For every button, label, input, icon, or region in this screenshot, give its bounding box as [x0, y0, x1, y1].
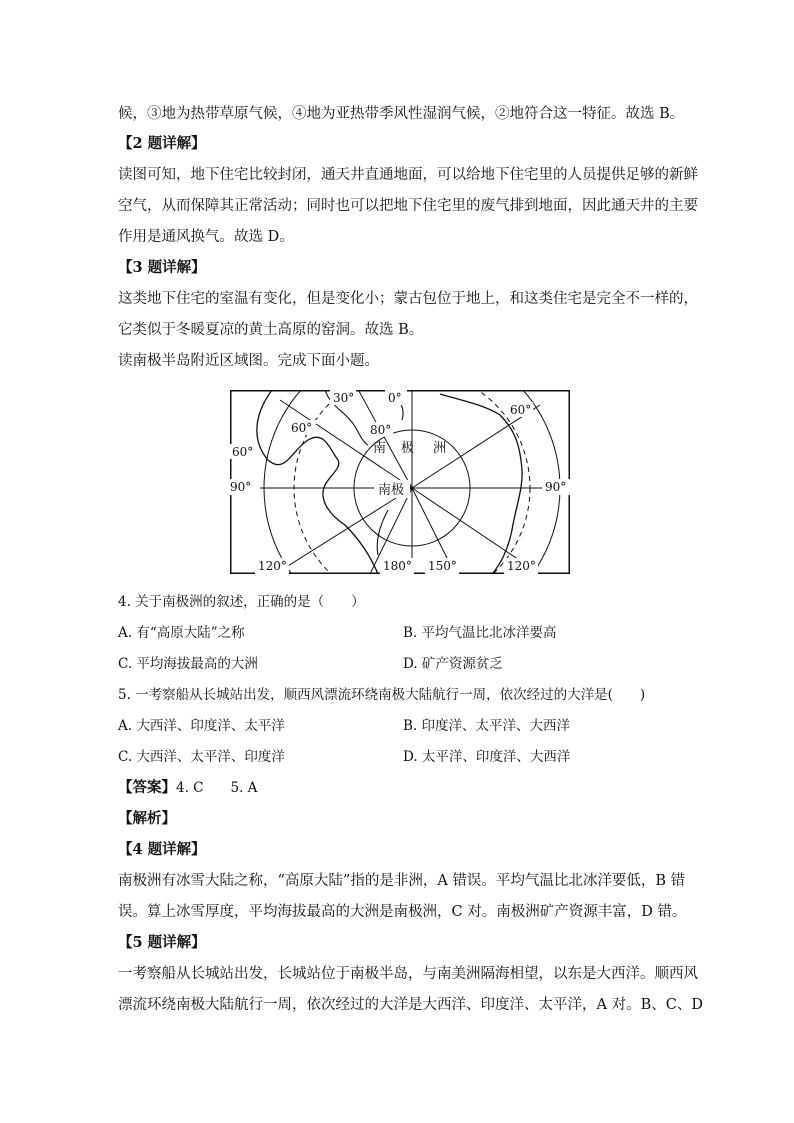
- paragraph-line: 误。算上冰雪厚度，平均海拔最高的大洲是南极洲，C 对。南极洲矿产资源丰富，D 错。: [118, 904, 687, 920]
- paragraph-line: 南极洲有冰雪大陆之称，“高原大陆”指的是非洲，A 错误。平均气温比北冰洋要低，B 错: [118, 873, 686, 889]
- answer-label: 【答案】: [118, 779, 176, 796]
- answer-value: 4. C 5. A: [176, 780, 258, 796]
- section-heading-4: 【4 题详解】: [118, 841, 206, 858]
- option-4c: C. 平均海拔最高的大洲: [118, 656, 258, 672]
- paragraph-line: 这类地下住宅的室温有变化，但是变化小；蒙古包位于地上，和这类住宅是完全不一样的，: [118, 291, 698, 307]
- paragraph-line: 作用是通风换气。故选 D。: [118, 229, 294, 245]
- section-heading-5: 【5 题详解】: [118, 934, 206, 951]
- question-intro: 读南极半岛附近区域图。完成下面小题。: [118, 353, 379, 369]
- label-0: 0°: [388, 391, 402, 405]
- paragraph-line: 空气，从而保障其正常活动；同时也可以把地下住宅里的废气排到地面，因此通天井的主要: [118, 198, 698, 214]
- label-120-east: 120°: [507, 559, 536, 573]
- label-60-inner: 60°: [291, 421, 313, 435]
- section-heading-3: 【3 题详解】: [118, 259, 206, 276]
- label-120-west: 120°: [258, 559, 287, 573]
- paragraph-line: 读图可知，地下住宅比较封闭，通天井直通地面，可以给地下住宅里的人员提供足够的新鲜: [118, 167, 698, 183]
- answer-line: [118, 778, 257, 798]
- paragraph-line: 它类似于冬暖夏凉的黄土高原的窑洞。故选 B。: [118, 322, 424, 338]
- label-south-pole: 南极: [378, 483, 405, 498]
- label-90-west: 90°: [230, 480, 252, 494]
- label-60-east: 60°: [510, 403, 532, 417]
- label-60-west: 60°: [232, 445, 254, 459]
- option-5d: D. 太平洋、印度洋、大西洋: [403, 749, 571, 765]
- label-180: 180°: [383, 559, 412, 573]
- label-150: 150°: [428, 559, 457, 573]
- section-heading-2: 【2 题详解】: [118, 135, 206, 152]
- question-4: 4. 关于南极洲的叙述，正确的是（ ）: [118, 594, 365, 610]
- label-90-east: 90°: [545, 480, 567, 494]
- paragraph-line: 一考察船从长城站出发，长城站位于南极半岛，与南美洲隔海相望，以东是大西洋。顺西风: [118, 966, 698, 982]
- option-4d: D. 矿产资源贫乏: [403, 656, 503, 672]
- label-30: 30°: [333, 391, 355, 405]
- option-5b: B. 印度洋、太平洋、大西洋: [403, 718, 571, 734]
- option-4b: B. 平均气温比北冰洋要高: [403, 625, 557, 641]
- option-5c: C. 大西洋、太平洋、印度洋: [118, 749, 285, 765]
- antarctic-peninsula-map: [230, 390, 570, 574]
- label-80: 80°: [370, 423, 392, 437]
- label-ji: 极: [401, 441, 415, 456]
- label-nan: 南: [373, 441, 387, 456]
- paragraph-line: 漂流环绕南极大陆航行一周，依次经过的大洋是大西洋、印度洋、太平洋，A 对。B、C、D: [118, 997, 703, 1013]
- option-5a: A. 大西洋、印度洋、太平洋: [118, 718, 285, 734]
- analysis-heading: 【解析】: [118, 810, 176, 827]
- paragraph-line: 候，③地为热带草原气候，④地为亚热带季风性湿润气候，②地符合这一特征。故选 B。: [118, 106, 685, 122]
- label-zhou: 洲: [433, 441, 447, 456]
- option-4a: A. 有“高原大陆”之称: [118, 625, 245, 641]
- question-5: 5. 一考察船从长城站出发，顺西风漂流环绕南极大陆航行一周，依次经过的大洋是( ): [118, 687, 646, 703]
